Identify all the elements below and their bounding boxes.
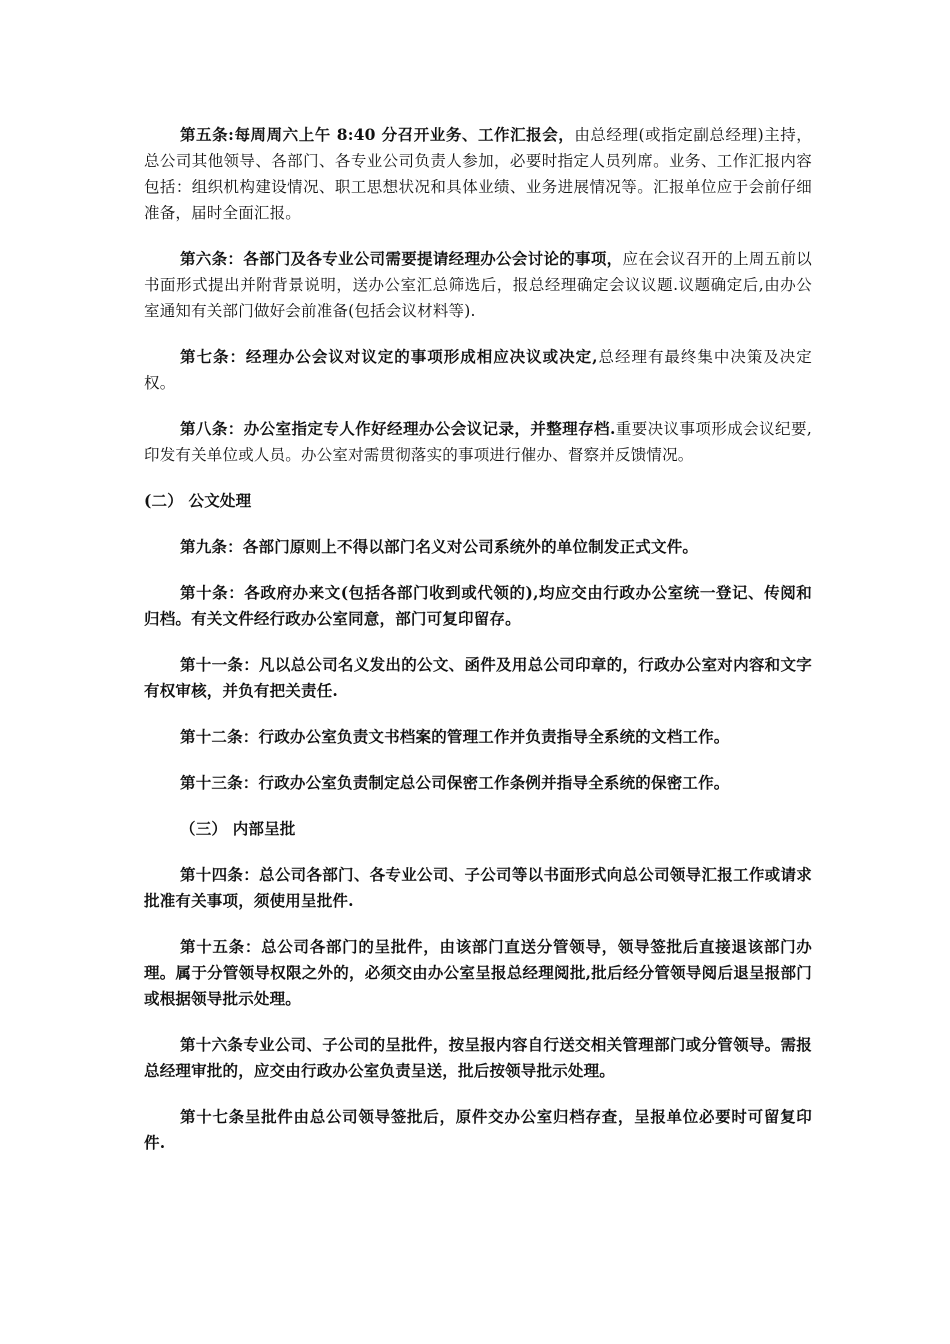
article-9: 第九条：各部门原则上不得以部门名义对公司系统外的单位制发正式文件。 xyxy=(180,537,699,556)
article-14: 第十四条：总公司各部门、各专业公司、子公司等以书面形式向总公司领导汇报工作或请求批准有关事项，须使用呈批件. xyxy=(144,865,812,910)
article-17: 第十七条呈批件由总公司领导签批后，原件交办公室归档存查，呈报单位必要时可留复印件. xyxy=(144,1107,812,1152)
article-5-lead: 第五条:每周周六上午 8:40 分召开业务、工作汇报会， xyxy=(180,125,575,144)
section-3-heading: （三） 内部呈批 xyxy=(180,819,296,838)
article-5-text: 由总经理(或指定副总经理)主持，总公司其他领导、各部门、各专业公司负责人参加，必要时指定人员列席。业务、工作汇报内容包括：组织机构建设情况、职工思想状况和具体业绩、业务进展情况等。汇报单位应于会前仔细准备，届时全面汇报。 xyxy=(144,126,812,222)
article-13: 第十三条：行政办公室负责制定总公司保密工作条例并指导全系统的保密工作。 xyxy=(180,773,730,792)
section-2-heading: (二） 公文处理 xyxy=(144,491,252,510)
article-7-lead: 第七条：经理办公会议对议定的事项形成相应决议或决定, xyxy=(180,347,598,366)
article-12: 第十二条：行政办公室负责文书档案的管理工作并负责指导全系统的文档工作。 xyxy=(180,727,730,746)
article-6-lead: 第六条：各部门及各专业公司需要提请经理办公会讨论的事项， xyxy=(180,249,623,268)
article-7-text: 总经理有最终集中决策及决定权。 xyxy=(144,348,812,392)
document-body xyxy=(144,122,812,1176)
article-6 xyxy=(144,246,812,324)
article-11: 第十一条：凡以总公司名义发出的公文、函件及用总公司印章的，行政办公室对内容和文字有权审核，并负有把关责任. xyxy=(144,655,812,700)
article-6-text: 应在会议召开的上周五前以书面形式提出并附背景说明，送办公室汇总筛选后，报总经理确定会议议题.议题确定后,由办公室通知有关部门做好会前准备(包括会议材料等). xyxy=(144,250,812,320)
article-8-lead: 第八条：办公室指定专人作好经理办公会议记录，并整理存档. xyxy=(180,419,616,438)
article-15: 第十五条：总公司各部门的呈批件，由该部门直送分管领导，领导签批后直接退该部门办理。属于分管领导权限之外的，必须交由办公室呈报总经理阅批,批后经分管领导阅后退呈报部门或根据领导批示处理。 xyxy=(144,937,812,1008)
article-5 xyxy=(144,122,812,226)
article-16: 第十六条专业公司、子公司的呈批件，按呈报内容自行送交相关管理部门或分管领导。需报总经理审批的，应交由行政办公室负责呈送，批后按领导批示处理。 xyxy=(144,1035,812,1080)
article-10: 第十条：各政府办来文(包括各部门收到或代领的),均应交由行政办公室统一登记、传阅和归档。有关文件经行政办公室同意，部门可复印留存。 xyxy=(144,583,812,628)
article-8-text: 重要决议事项形成会议纪要,印发有关单位或人员。办公室对需贯彻落实的事项进行催办、督察并反馈情况。 xyxy=(144,420,813,464)
article-7 xyxy=(144,344,812,396)
article-8 xyxy=(144,416,812,468)
